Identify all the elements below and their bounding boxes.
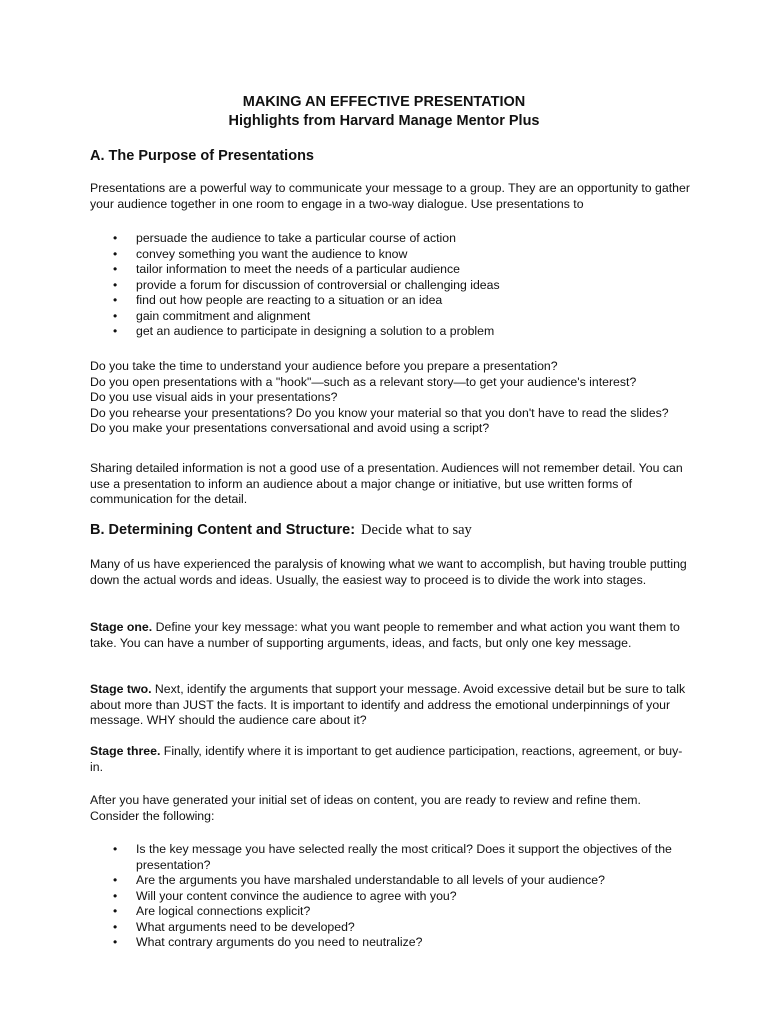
stage-two-label: Stage two. <box>90 682 152 696</box>
bullet-icon: • <box>113 246 118 261</box>
list-item <box>110 293 690 309</box>
self-check-questions <box>90 359 690 437</box>
list-item <box>110 309 690 325</box>
bullet-icon: • <box>113 293 118 307</box>
list-item <box>110 889 690 905</box>
list-item <box>110 247 690 263</box>
list-item-text: Are the arguments you have marshaled understandable to all levels of your audience? <box>136 873 605 887</box>
list-item-text: What arguments need to be developed? <box>136 919 355 934</box>
bullet-icon: • <box>113 904 118 918</box>
list-item <box>110 873 690 889</box>
stage-three-paragraph <box>90 744 690 775</box>
purpose-bullet-list <box>110 231 690 340</box>
bullet-icon: • <box>113 308 118 323</box>
section-b-intro: Many of us have experienced the paralysis of knowing what we want to accomplish, but having trouble putting down the actual words and ideas. Usually, the easiest way to proceed is to divide the work into stages. <box>90 557 687 587</box>
list-item <box>110 904 690 920</box>
section-b-subtitle: Decide what to say <box>361 522 472 538</box>
list-item-text: convey something you want the audience to know <box>136 246 408 261</box>
list-item-text: Will your content convince the audience to agree with you? <box>136 888 457 903</box>
stage-three-label: Stage three. <box>90 744 161 758</box>
bullet-icon: • <box>113 324 118 338</box>
bullet-icon: • <box>113 262 118 276</box>
list-item <box>110 842 690 873</box>
list-item-text: What contrary arguments do you need to neutralize? <box>136 935 423 949</box>
question-line: Do you open presentations with a "hook"—such as a relevant story—to get your audience's interest? <box>90 374 637 389</box>
list-item-text: persuade the audience to take a particular course of action <box>136 231 456 245</box>
stage-one-text: Define your key message: what you want people to remember and what action you want them to take. You can have a number of supporting arguments, ideas, and facts, but only one key message. <box>90 620 680 650</box>
review-intro: After you have generated your initial set of ideas on content, you are ready to review and refine them. Consider the following: <box>90 793 641 823</box>
question-line: Do you make your presentations conversational and avoid using a script? <box>90 421 490 435</box>
stage-two-paragraph <box>90 682 690 729</box>
bullet-icon: • <box>113 888 118 903</box>
list-item-text: get an audience to participate in designing a solution to a problem <box>136 324 495 338</box>
list-item-text: Are logical connections explicit? <box>136 904 311 918</box>
bullet-icon: • <box>113 842 118 856</box>
list-item <box>110 935 690 951</box>
list-item <box>110 920 690 936</box>
list-item-text: find out how people are reacting to a situation or an idea <box>136 293 443 307</box>
section-b-heading <box>90 521 472 539</box>
document-title: MAKING AN EFFECTIVE PRESENTATION <box>242 94 526 110</box>
list-item-text: gain commitment and alignment <box>136 308 311 323</box>
review-bullet-list <box>110 842 690 951</box>
section-a-closing: Sharing detailed information is not a good use of a presentation. Audiences will not remember detail. You can use a presentation to inform an audience about a major change or initiative, but use written forms of communication for the detail. <box>90 461 683 506</box>
bullet-icon: • <box>113 935 118 949</box>
section-a-intro: Presentations are a powerful way to communicate your message to a group. They are an opportunity to gather your audience together in one room to engage in a two-way dialogue. Use presentations to <box>90 181 690 211</box>
list-item <box>110 278 690 294</box>
stage-one-paragraph <box>90 620 690 651</box>
bullet-icon: • <box>113 919 118 934</box>
question-line: Do you take the time to understand your audience before you prepare a presentation? <box>90 359 558 373</box>
question-line: Do you use visual aids in your presentations? <box>90 390 338 404</box>
list-item <box>110 324 690 340</box>
list-item-text: provide a forum for discussion of controversial or challenging ideas <box>136 277 500 292</box>
document-subtitle: Highlights from Harvard Manage Mentor Plus <box>228 113 540 129</box>
bullet-icon: • <box>113 873 118 887</box>
list-item <box>110 231 690 247</box>
question-line: Do you rehearse your presentations? Do you know your material so that you don't have to read the slides? <box>90 405 669 420</box>
section-b-title: B. Determining Content and Structure: <box>90 522 356 538</box>
bullet-icon: • <box>113 231 118 245</box>
stage-three-text: Finally, identify where it is important to get audience participation, reactions, agreement, or buy-in. <box>90 744 683 774</box>
list-item <box>110 262 690 278</box>
section-a-heading: A. The Purpose of Presentations <box>90 148 314 164</box>
list-item-text: Is the key message you have selected really the most critical? Does it support the objectives of the presentation? <box>136 842 672 872</box>
bullet-icon: • <box>113 277 118 292</box>
stage-one-label: Stage one. <box>90 620 153 634</box>
list-item-text: tailor information to meet the needs of a particular audience <box>136 262 461 276</box>
stage-two-text: Next, identify the arguments that support your message. Avoid excessive detail but be sure to talk about more than JUST the facts. It is important to identify and address the emotional underpinnings of your message. WHY should the audience care about it? <box>90 682 686 727</box>
